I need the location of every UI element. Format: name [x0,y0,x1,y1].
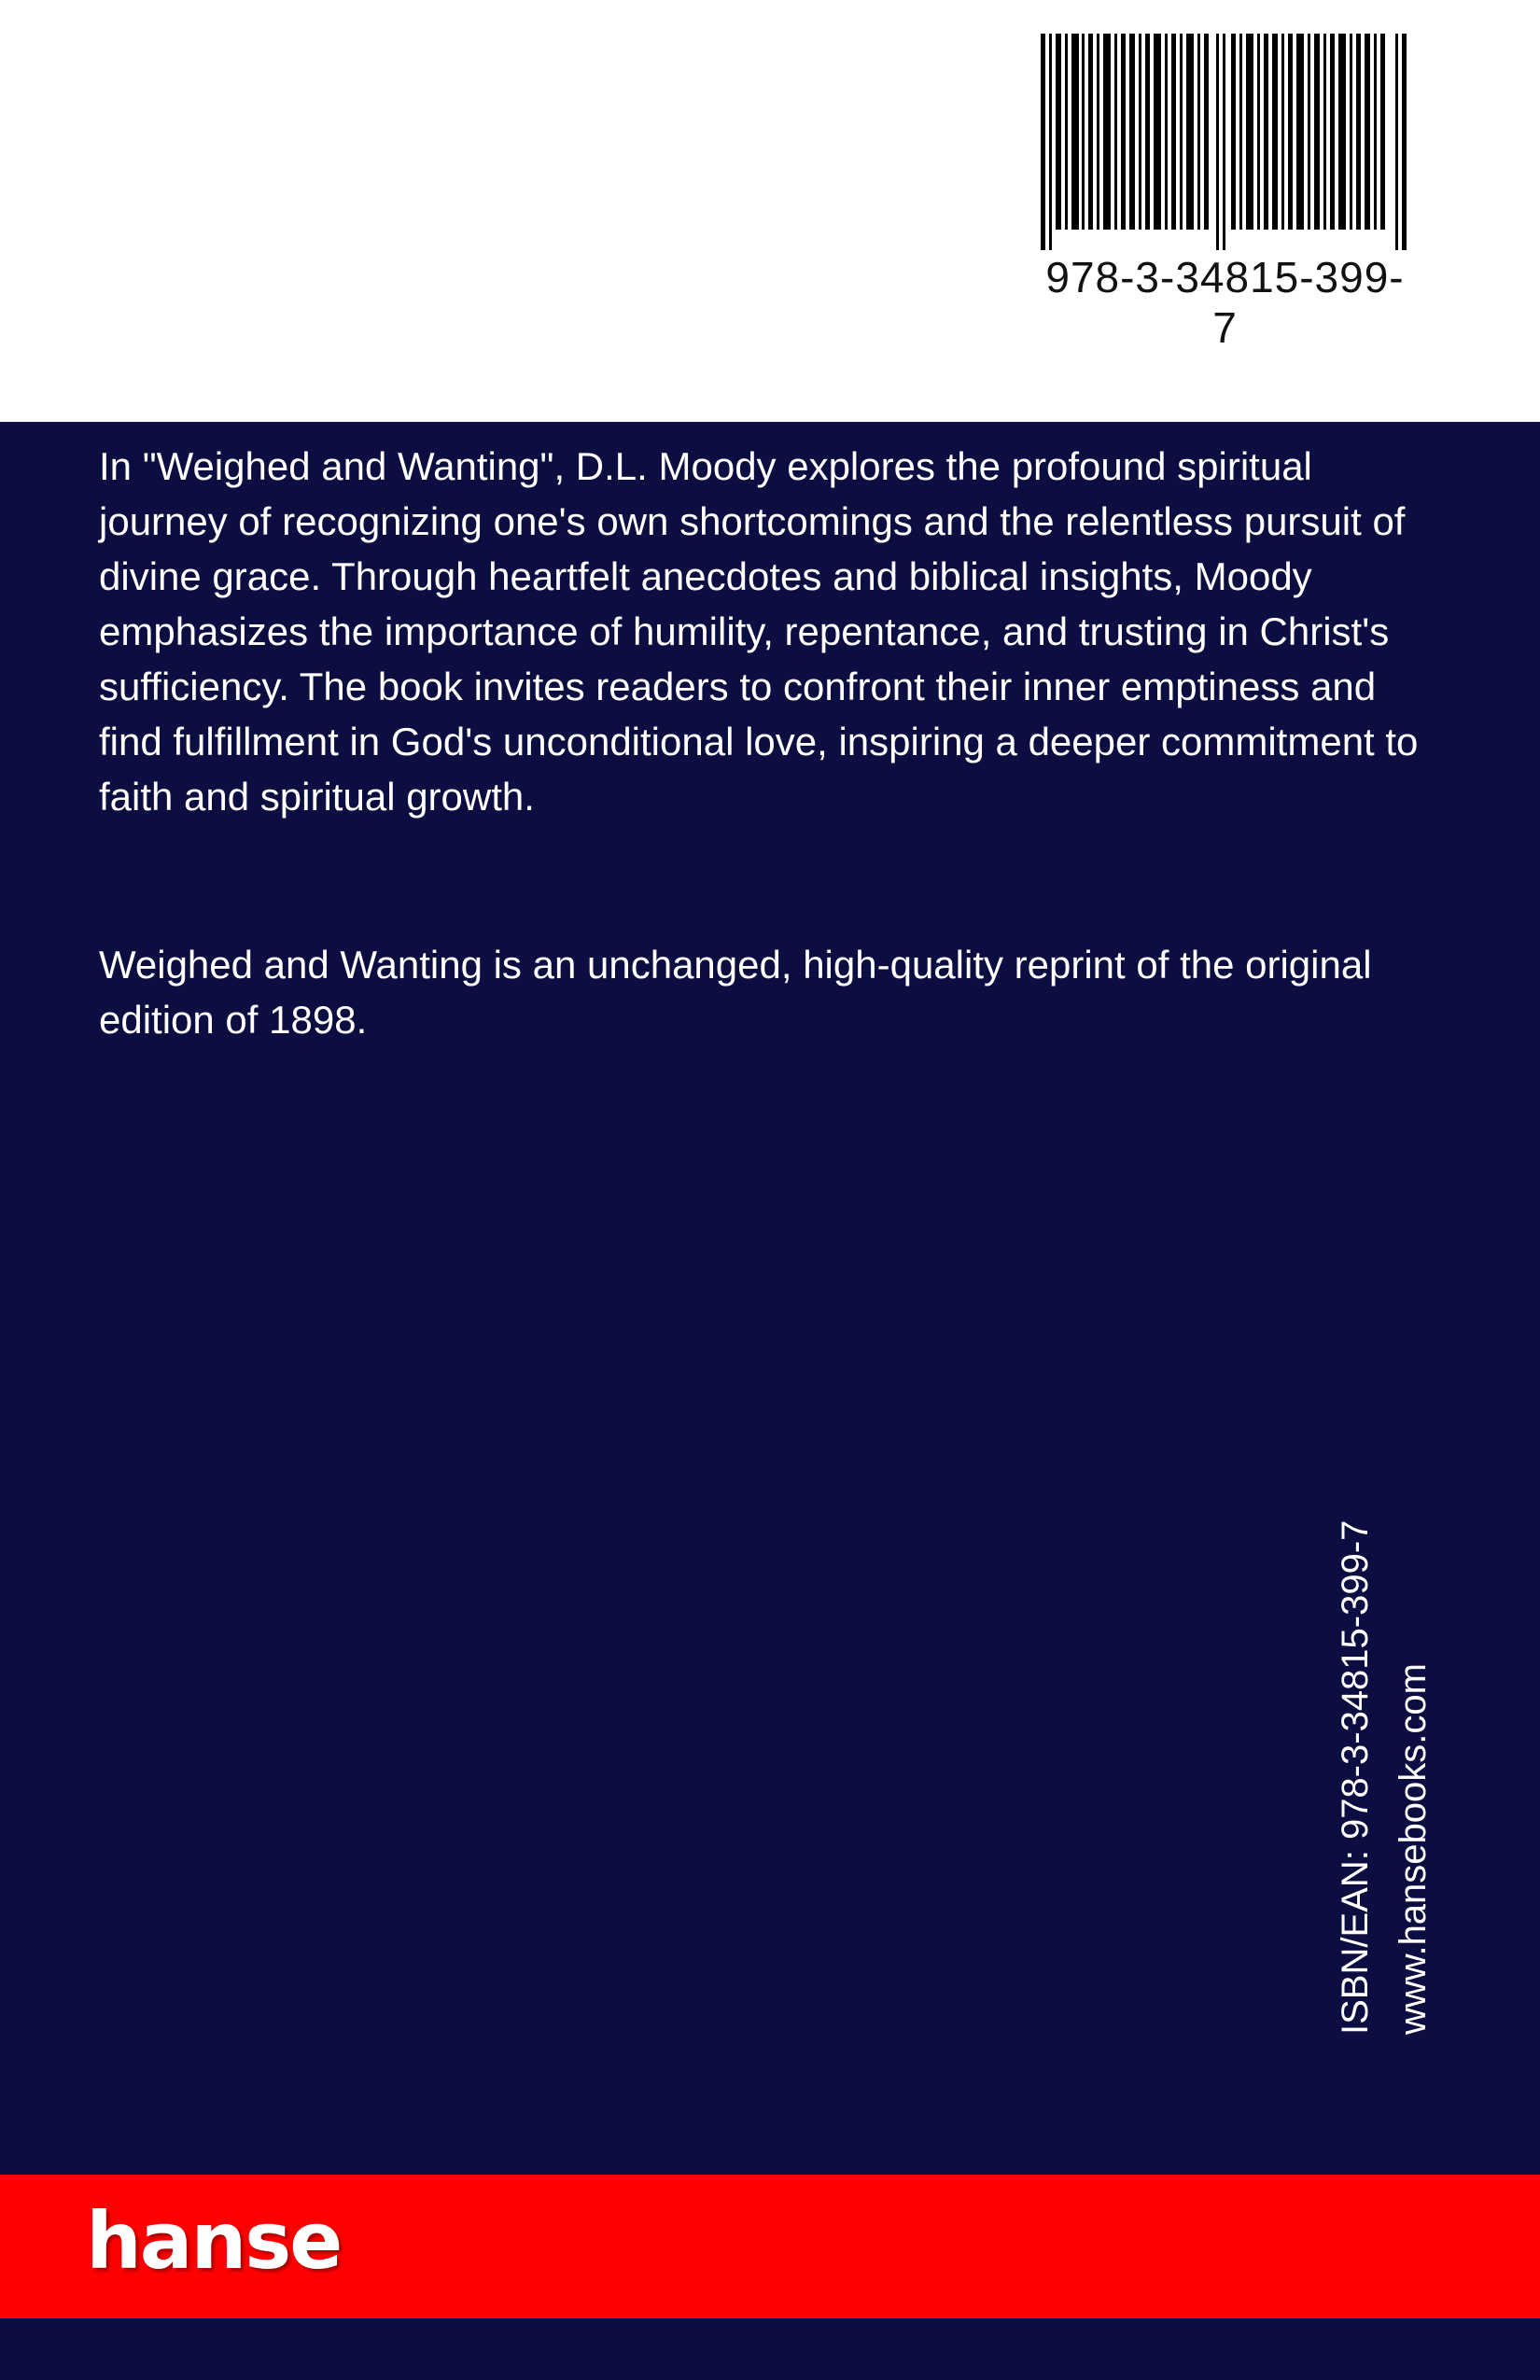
barcode-bars [1041,34,1409,250]
barcode [1036,28,1414,352]
website-text: www.hansebooks.com [1393,1663,1434,2035]
barcode-number: 978-3-34815-399-7 [1045,253,1405,352]
hanse-logo: hanse [86,2195,342,2287]
reprint-note: Weighed and Wanting is an unchanged, high-quality reprint of the original edition of 1898. [99,943,1372,1042]
isbn-website-block [1316,1456,1456,2053]
isbn-text: ISBN/EAN: 978-3-34815-399-7 [1335,1519,1376,2035]
top-white-area [0,0,1540,422]
bottom-strip [0,2318,1540,2380]
book-description: In "Weighed and Wanting", D.L. Moody explores the profound spiritual journey of recognizing one's own shortcomings and the relentless pursuit of divine grace. Through heartfelt anecdotes and biblical insights, Moody emphasizes the importance of humility, repentance, and trusting in Christ's sufficiency. The book invites readers to confront their inner emptiness and find fulfillment in God's unconditional love, inspiring a deeper commitment to faith and spiritual growth. [99,444,1419,819]
